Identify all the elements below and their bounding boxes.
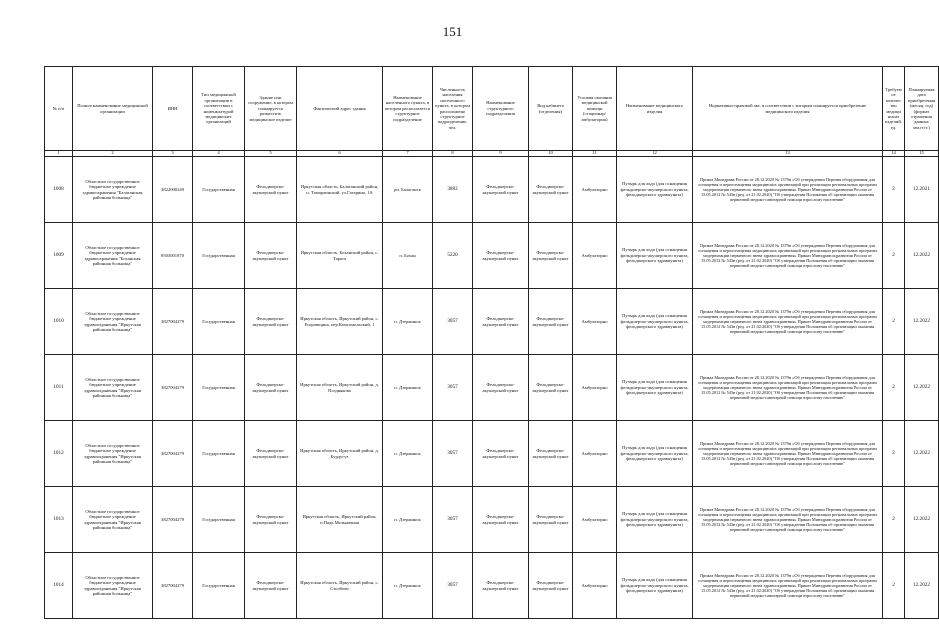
row-number-cell: 1012 [45, 421, 73, 487]
table-row [45, 355, 939, 421]
legal-basis-cell: Приказ Минздрава России от 28.12.2020 № 1379н «Об утверждении Перечня оборудования для оснащения и переоснащения медицинских организаций при реализации региональных программ модернизации первичного звена здравоохранения» Приказ Минздравсоцразвития России от 15.05.2012 № 543н (ред. от 21.02.2020) "Об утверждении Положения об организации оказания первичной медико-санитарной помощи взрослому населению" [693, 157, 883, 223]
organization-type-cell: Государственная [193, 223, 245, 289]
organization-type-cell: Государственная [193, 421, 245, 487]
care-conditions-cell: Амбулаторно [573, 553, 617, 619]
device-name-cell: Пузырь для льда (для оснащения фельдшерско-акушерского пункта, фельдшерского здравпункта) [617, 289, 693, 355]
page-number: 151 [442, 24, 463, 39]
settlement-cell: п. Бохан [383, 223, 433, 289]
population-cell: 3057 [433, 289, 473, 355]
device-name-cell: Пузырь для льда (для оснащения фельдшерско-акушерского пункта, фельдшерского здравпункта) [617, 355, 693, 421]
column-number: 10 [529, 151, 573, 157]
legal-basis-cell: Приказ Минздрава России от 28.12.2020 № 1379н «Об утверждении Перечня оборудования для оснащения и переоснащения медицинских организаций при реализации региональных программ модернизации первичного звена здравоохранения» Приказ Минздравсоцразвития России от 15.05.2012 № 543н (ред. от 21.02.2020) "Об утверждении Положения об организации оказания первичной медико-санитарной помощи взрослому населению" [693, 289, 883, 355]
quantity-cell: 2 [883, 289, 905, 355]
cabinet-type-cell: Фельдшерско-акушерский пункт [529, 421, 573, 487]
settlement-cell: п. Дзержинск [383, 289, 433, 355]
column-number: 1 [45, 151, 73, 157]
inn-cell: 3822000249 [153, 157, 193, 223]
building-cell: Фельдшерско-акушерский пункт [245, 487, 297, 553]
organization-name-cell: Областное государственное бюджетное учреждение здравоохранения "Боханская районная больница" [73, 223, 153, 289]
device-name-cell: Пузырь для льда (для оснащения фельдшерско-акушерского пункта, фельдшерского здравпункта) [617, 421, 693, 487]
settlement-cell: п. Дзержинск [383, 421, 433, 487]
quantity-cell: 2 [883, 553, 905, 619]
population-cell: 3057 [433, 553, 473, 619]
population-cell: 3057 [433, 421, 473, 487]
purchase-date-cell: 12.2021 [905, 157, 939, 223]
column-number: 5 [245, 151, 297, 157]
column-number: 13 [693, 151, 883, 157]
purchase-date-cell: 12.2022 [905, 553, 939, 619]
header-cell: Полное наименование медицинской организации [73, 67, 153, 151]
purchase-date-cell: 12.2022 [905, 421, 939, 487]
settlement-cell: п. Дзержинск [383, 487, 433, 553]
address-cell: Иркутская область, Иркутский район, д. Позднякова [297, 355, 383, 421]
column-number: 4 [193, 151, 245, 157]
column-number: 12 [617, 151, 693, 157]
legal-basis-cell: Приказ Минздрава России от 28.12.2020 № 1379н «Об утверждении Перечня оборудования для оснащения и переоснащения медицинских организаций при реализации региональных программ модернизации первичного звена здравоохранения» Приказ Минздравсоцразвития России от 15.05.2012 № 543н (ред. от 21.02.2020) "Об утверждении Положения об организации оказания первичной медико-санитарной помощи взрослому населению" [693, 355, 883, 421]
purchase-date-cell: 12.2022 [905, 289, 939, 355]
row-number-cell: 1009 [45, 223, 73, 289]
device-name-cell: Пузырь для льда (для оснащения фельдшерско-акушерского пункта, фельдшерского здравпункта) [617, 487, 693, 553]
building-cell: Фельдшерско-акушерский пункт [245, 223, 297, 289]
quantity-cell: 2 [883, 157, 905, 223]
column-number: 7 [383, 151, 433, 157]
header-cell: Численность населения населенного пункта, в котором расположено структурное подразделение, чел. [433, 67, 473, 151]
header-cell: Требуемое количество медицинских изделий, ед. [883, 67, 905, 151]
address-cell: Иркутская область, Иркутский район, с. Столбово [297, 553, 383, 619]
care-conditions-cell: Амбулаторно [573, 223, 617, 289]
building-cell: Фельдшерско-акушерский пункт [245, 355, 297, 421]
header-cell: Нормативно-правовой акт, в соответствии с которым планируется приобретение медицинского изделия [693, 67, 883, 151]
organization-type-cell: Государственная [193, 157, 245, 223]
inn-cell: 3827004279 [153, 421, 193, 487]
row-number-cell: 1010 [45, 289, 73, 355]
table-body [45, 151, 939, 619]
care-conditions-cell: Амбулаторно [573, 421, 617, 487]
settlement-cell: рп. Балаганск [383, 157, 433, 223]
structural-unit-cell: Фельдшерско-акушерский пункт [473, 223, 529, 289]
organization-type-cell: Государственная [193, 553, 245, 619]
cabinet-type-cell: Фельдшерско-акушерский пункт [529, 223, 573, 289]
header-cell: Наименование медицинского изделия [617, 67, 693, 151]
quantity-cell: 2 [883, 487, 905, 553]
row-number-cell: 1014 [45, 553, 73, 619]
table-row [45, 553, 939, 619]
device-name-cell: Пузырь для льда (для оснащения фельдшерско-акушерского пункта, фельдшерского здравпункта) [617, 223, 693, 289]
header-cell: Условия оказания медицинской помощи (стационар/амбулатория) [573, 67, 617, 151]
building-cell: Фельдшерско-акушерский пункт [245, 421, 297, 487]
structural-unit-cell: Фельдшерско-акушерский пункт [473, 157, 529, 223]
column-number: 6 [297, 151, 383, 157]
address-cell: Иркутская область, Балаганский район, п. Тамарлинский, ул.Гагарина, 1А [297, 157, 383, 223]
structural-unit-cell: Фельдшерско-акушерский пункт [473, 421, 529, 487]
header-cell: № п/п [45, 67, 73, 151]
quantity-cell: 2 [883, 421, 905, 487]
legal-basis-cell: Приказ Минздрава России от 28.12.2020 № 1379н «Об утверждении Перечня оборудования для оснащения и переоснащения медицинских организаций при реализации региональных программ модернизации первичного звена здравоохранения» Приказ Минздравсоцразвития России от 15.05.2012 № 543н (ред. от 21.02.2020) "Об утверждении Положения об организации оказания первичной медико-санитарной помощи взрослому населению" [693, 487, 883, 553]
organization-name-cell: Областное государственное бюджетное учреждение здравоохранения "Иркутская районная больница" [73, 355, 153, 421]
column-number: 2 [73, 151, 153, 157]
organization-type-cell: Государственная [193, 355, 245, 421]
header-cell: Вид кабинета (отделения) [529, 67, 573, 151]
address-cell: Иркутская область, Боханский район, с. Тараса [297, 223, 383, 289]
population-cell: 3882 [433, 157, 473, 223]
cabinet-type-cell: Фельдшерско-акушерский пункт [529, 157, 573, 223]
table-row [45, 223, 939, 289]
header-cell: Наименование населенного пункта, в котором располагается структурное подразделение [383, 67, 433, 151]
header-row [45, 67, 939, 151]
legal-basis-cell: Приказ Минздрава России от 28.12.2020 № 1379н «Об утверждении Перечня оборудования для оснащения и переоснащения медицинских организаций при реализации региональных программ модернизации первичного звена здравоохранения» Приказ Минздравсоцразвития России от 15.05.2012 № 543н (ред. от 21.02.2020) "Об утверждении Положения об организации оказания первичной медико-санитарной помощи взрослому населению" [693, 223, 883, 289]
quantity-cell: 2 [883, 223, 905, 289]
building-cell: Фельдшерско-акушерский пункт [245, 157, 297, 223]
care-conditions-cell: Амбулаторно [573, 487, 617, 553]
address-cell: Иркутская область, Иркутский район, п.Падь Мельничная [297, 487, 383, 553]
table-row [45, 157, 939, 223]
row-number-cell: 1011 [45, 355, 73, 421]
device-name-cell: Пузырь для льда (для оснащения фельдшерско-акушерского пункта, фельдшерского здравпункта) [617, 553, 693, 619]
care-conditions-cell: Амбулаторно [573, 157, 617, 223]
column-number: 11 [573, 151, 617, 157]
population-cell: 3057 [433, 355, 473, 421]
address-cell: Иркутская область, Иркутский район, д. Бурдугуз [297, 421, 383, 487]
inn-cell: 3827004279 [153, 487, 193, 553]
structural-unit-cell: Фельдшерско-акушерский пункт [473, 553, 529, 619]
inn-cell: 3827004279 [153, 289, 193, 355]
row-number-cell: 1008 [45, 157, 73, 223]
equipment-table [44, 66, 939, 619]
purchase-date-cell: 12.2022 [905, 355, 939, 421]
address-cell: Иркутская область, Иркутский район, с. Егоровщина, пер.Комсомольский, 1 [297, 289, 383, 355]
header-cell: ИНН [153, 67, 193, 151]
table-row [45, 421, 939, 487]
cabinet-type-cell: Фельдшерско-акушерский пункт [529, 289, 573, 355]
quantity-cell: 2 [883, 355, 905, 421]
organization-name-cell: Областное государственное бюджетное учреждение здравоохранения "Иркутская районная больница" [73, 553, 153, 619]
device-name-cell: Пузырь для льда (для оснащения фельдшерско-акушерского пункта, фельдшерского здравпункта) [617, 157, 693, 223]
organization-type-cell: Государственная [193, 289, 245, 355]
organization-name-cell: Областное государственное бюджетное учреждение здравоохранения "Иркутская районная больница" [73, 289, 153, 355]
cabinet-type-cell: Фельдшерско-акушерский пункт [529, 487, 573, 553]
inn-cell: 3827004279 [153, 553, 193, 619]
header-cell: Тип медицинской организации в соответствии с номенклатурой медицинских организаций [193, 67, 245, 151]
building-cell: Фельдшерско-акушерский пункт [245, 553, 297, 619]
legal-basis-cell: Приказ Минздрава России от 28.12.2020 № 1379н «Об утверждении Перечня оборудования для оснащения и переоснащения медицинских организаций при реализации региональных программ модернизации первичного звена здравоохранения» Приказ Минздравсоцразвития России от 15.05.2012 № 543н (ред. от 21.02.2020) "Об утверждении Положения об организации оказания первичной медико-санитарной помощи взрослому населению" [693, 421, 883, 487]
column-number: 14 [883, 151, 905, 157]
structural-unit-cell: Фельдшерско-акушерский пункт [473, 289, 529, 355]
column-number: 8 [433, 151, 473, 157]
organization-name-cell: Областное государственное бюджетное учреждение здравоохранения "Иркутская районная больница" [73, 487, 153, 553]
organization-name-cell: Областное государственное бюджетное учреждение здравоохранения "Иркутская районная больница" [73, 421, 153, 487]
table-row [45, 289, 939, 355]
header-cell: Наименование структурного подразделения [473, 67, 529, 151]
table-row [45, 487, 939, 553]
header-cell: Планируемая дата приобретения (месяц, год) (формат отражения данных мм.гггг.) [905, 67, 939, 151]
legal-basis-cell: Приказ Минздрава России от 28.12.2020 № 1379н «Об утверждении Перечня оборудования для оснащения и переоснащения медицинских организаций при реализации региональных программ модернизации первичного звена здравоохранения» Приказ Минздравсоцразвития России от 15.05.2012 № 543н (ред. от 21.02.2020) "Об утверждении Положения об организации оказания первичной медико-санитарной помощи взрослому населению" [693, 553, 883, 619]
purchase-date-cell: 12.2022 [905, 487, 939, 553]
inn-cell: 3827004279 [153, 355, 193, 421]
settlement-cell: п. Дзержинск [383, 553, 433, 619]
organization-name-cell: Областное государственное бюджетное учреждение здравоохранения "Балаганская районная больница" [73, 157, 153, 223]
structural-unit-cell: Фельдшерско-акушерский пункт [473, 355, 529, 421]
care-conditions-cell: Амбулаторно [573, 289, 617, 355]
inn-cell: 8503001870 [153, 223, 193, 289]
column-number: 9 [473, 151, 529, 157]
header-cell: Фактический адрес здания [297, 67, 383, 151]
settlement-cell: п. Дзержинск [383, 355, 433, 421]
building-cell: Фельдшерско-акушерский пункт [245, 289, 297, 355]
header-cell: Здание или сооружение, в котором планируется разместить медицинское изделие [245, 67, 297, 151]
cabinet-type-cell: Фельдшерско-акушерский пункт [529, 355, 573, 421]
purchase-date-cell: 12.2022 [905, 223, 939, 289]
care-conditions-cell: Амбулаторно [573, 355, 617, 421]
population-cell: 5220 [433, 223, 473, 289]
population-cell: 3057 [433, 487, 473, 553]
organization-type-cell: Государственная [193, 487, 245, 553]
row-number-cell: 1013 [45, 487, 73, 553]
column-number: 3 [153, 151, 193, 157]
structural-unit-cell: Фельдшерско-акушерский пункт [473, 487, 529, 553]
cabinet-type-cell: Фельдшерско-акушерский пункт [529, 553, 573, 619]
column-number: 15 [905, 151, 939, 157]
